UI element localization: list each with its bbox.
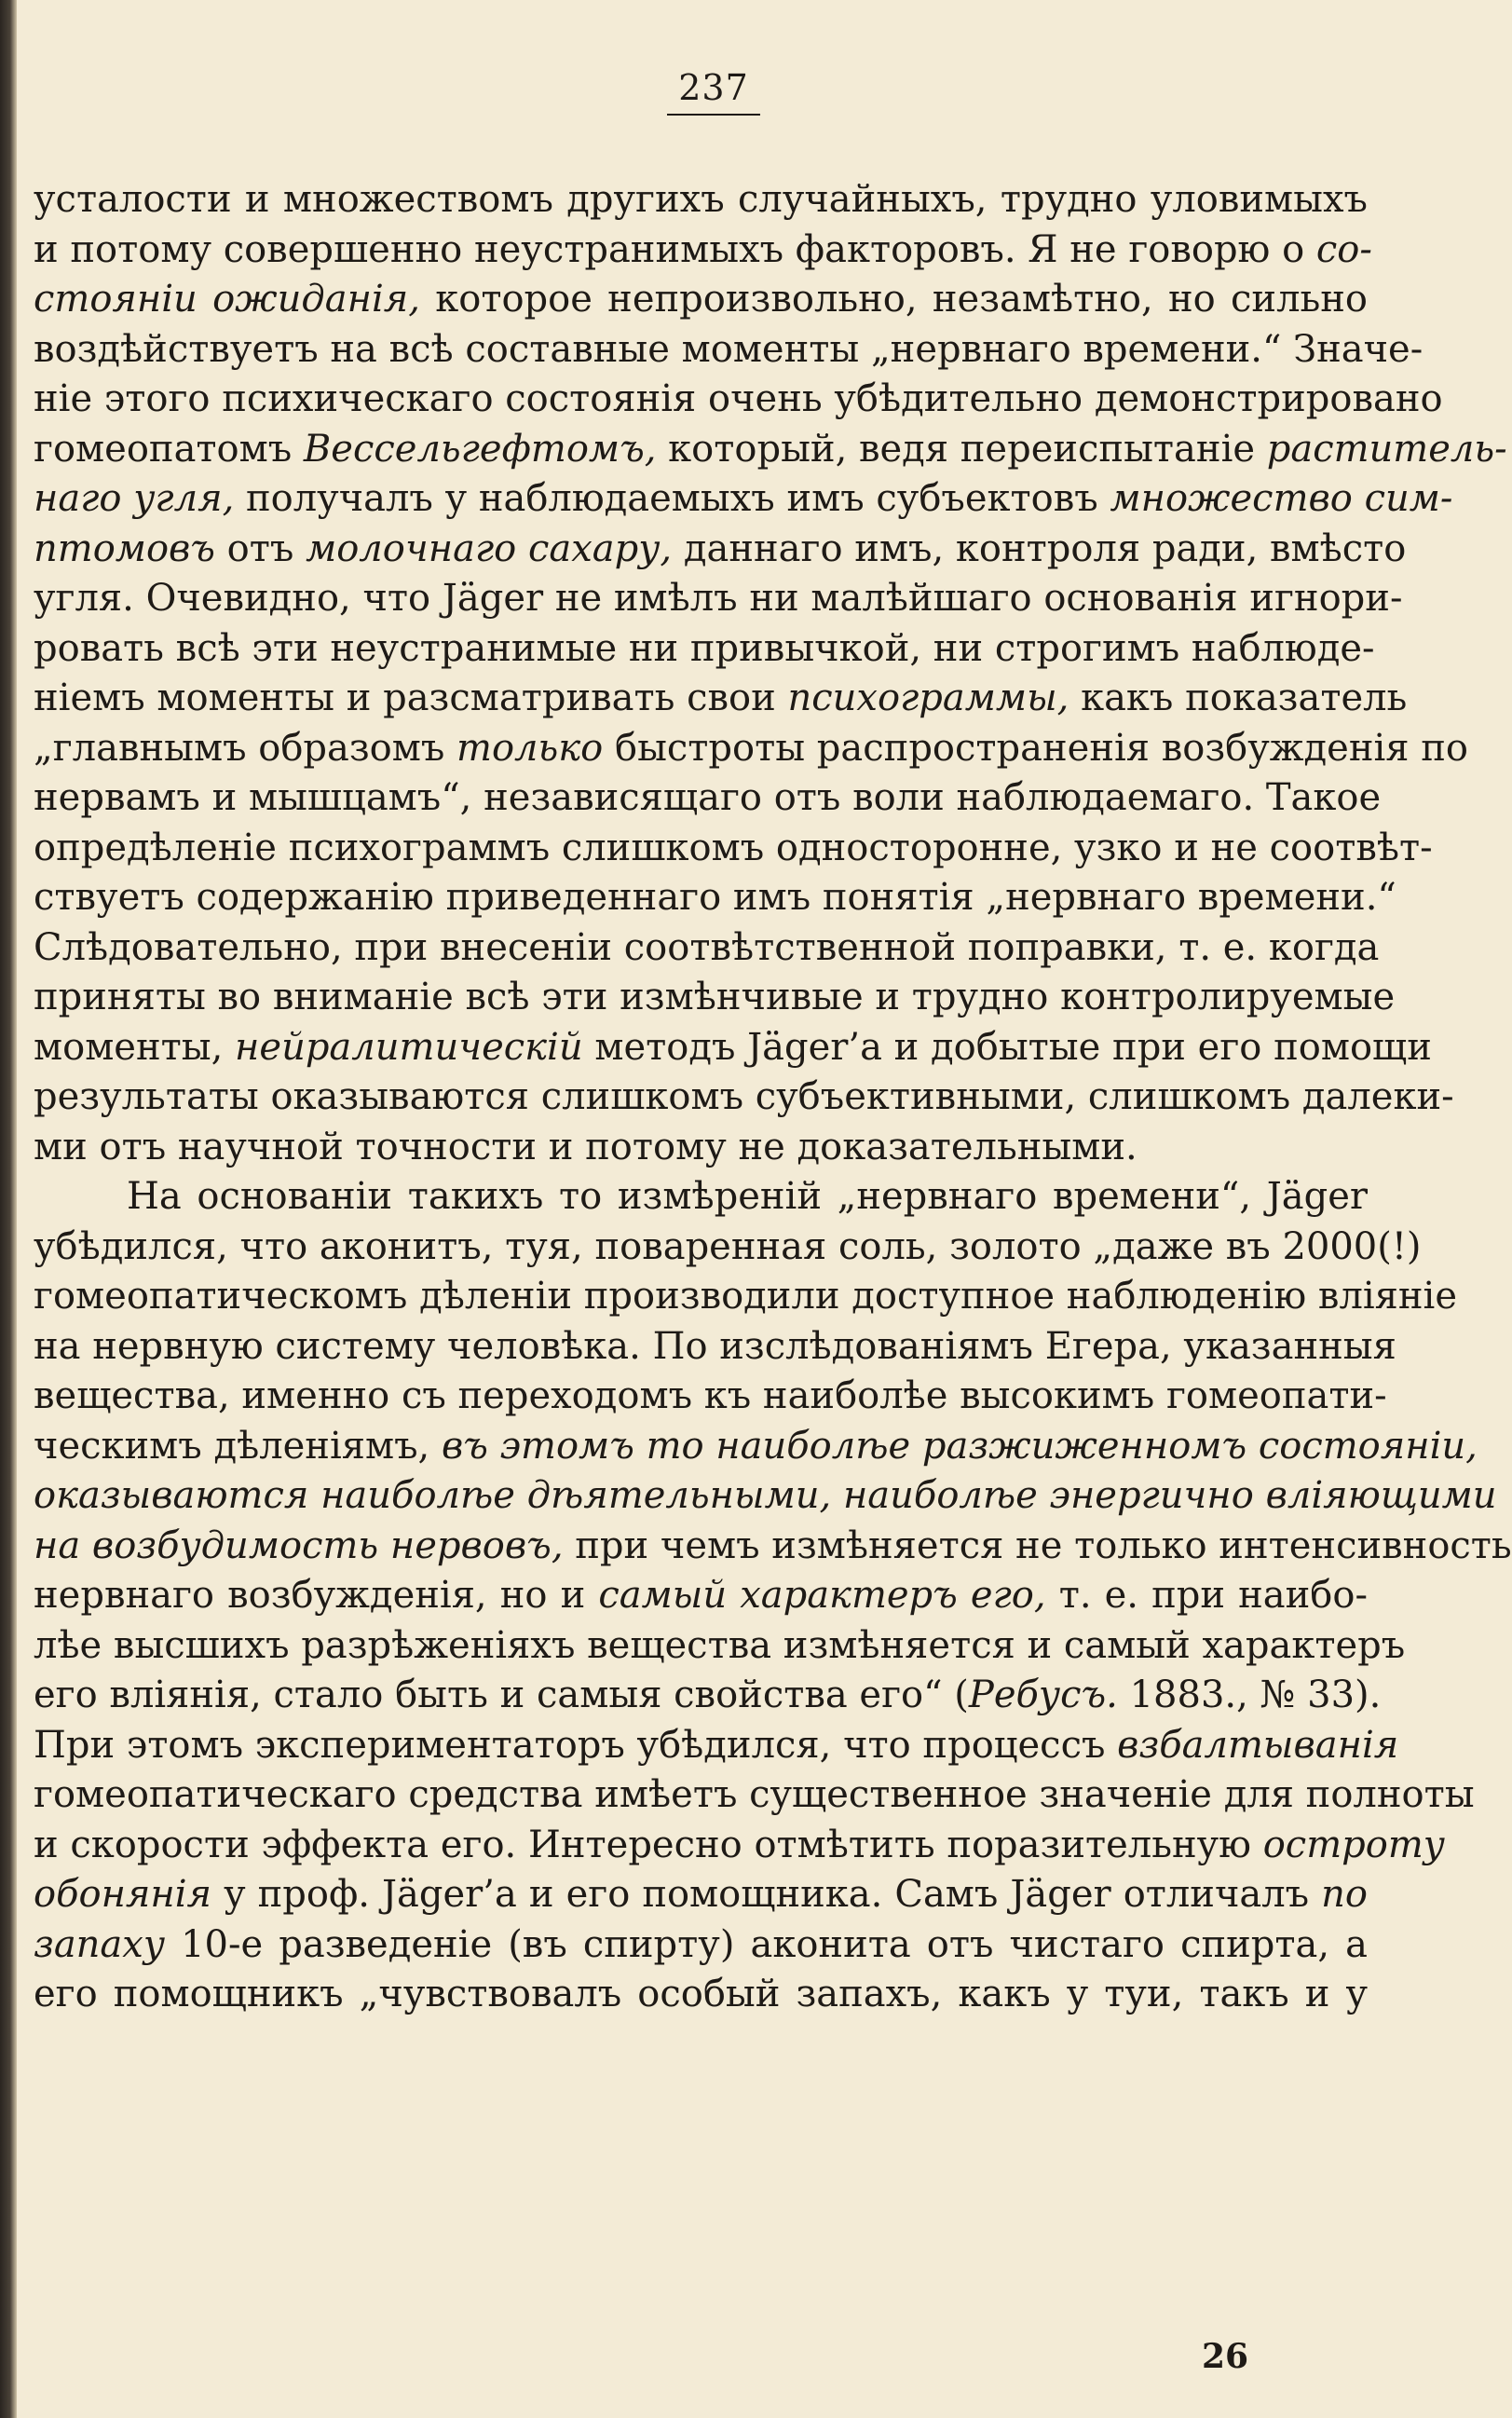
text-line <box>34 1522 1512 1572</box>
italic-text: птомовъ <box>34 526 215 570</box>
text-segment: Слѣдовательно, при внесеніи соотвѣтственной поправки, т. е. когда <box>34 925 1380 969</box>
italic-text: стояніи ожиданія, <box>34 278 420 321</box>
text-segment: даннаго имъ, контроля ради, вмѣсто <box>672 526 1407 570</box>
text-segment: и потому совершенно неустранимыхъ факторовъ. Я не говорю о <box>34 227 1316 271</box>
text-line <box>34 624 1375 675</box>
text-segment: отъ <box>214 526 306 570</box>
text-line <box>34 175 1368 225</box>
italic-text: со- <box>1315 227 1372 271</box>
italic-text: только <box>456 726 604 770</box>
italic-text: запаху <box>34 1922 166 1966</box>
italic-text: наго угля, <box>34 477 235 520</box>
text-line <box>34 1621 1406 1672</box>
text-line <box>34 973 1396 1023</box>
text-segment: лѣе высшихъ разрѣженіяхъ вещества измѣняется и самый характеръ <box>34 1623 1406 1667</box>
text-segment: которое непроизвольно, незамѣтно, но сильно <box>419 278 1368 321</box>
text-segment: у проф. Jäger’а и его помощника. Самъ Jäger отличалъ <box>211 1873 1322 1916</box>
text-segment: 10-е разведеніе (въ спирту) аконита отъ чистаго спирта, а <box>165 1922 1368 1966</box>
text-line <box>34 1223 1422 1273</box>
text-line <box>34 923 1380 974</box>
text-line <box>34 873 1396 923</box>
italic-text: обонянія <box>34 1873 212 1916</box>
italic-text: остроту <box>1262 1823 1445 1866</box>
text-line <box>34 674 1408 724</box>
text-segment: „главнымъ образомъ <box>34 726 457 770</box>
text-segment: 1883., № 33). <box>1117 1673 1382 1716</box>
text-segment: ствуетъ содержанію приведеннаго имъ понятія „нервнаго времени.“ <box>34 876 1396 919</box>
text-segment: его вліянія, стало быть и самыя свойства его“ ( <box>34 1673 969 1716</box>
text-line <box>34 1571 1368 1621</box>
text-segment: опредѣленіе психограммъ слишкомъ односторонне, узко и не соотвѣт- <box>34 826 1433 869</box>
text-segment: методъ Jäger’а и добытые при его помощи <box>582 1025 1432 1069</box>
text-segment: вещества, именно съ переходомъ къ наиболѣе высокимъ гомеопати- <box>34 1374 1387 1417</box>
signature-mark: 26 <box>1202 2337 1249 2376</box>
text-line <box>34 1920 1368 1971</box>
text-line <box>34 1770 1475 1821</box>
text-segment: При этомъ экспериментаторъ убѣдился, что процессъ <box>34 1723 1118 1767</box>
italic-text: Ребусъ. <box>968 1673 1118 1716</box>
italic-text: психограммы, <box>787 676 1069 719</box>
text-segment: и скорости эффекта его. Интересно отмѣтить поразительную <box>34 1823 1263 1866</box>
text-segment: ніе этого психическаго состоянія очень убѣдительно демонстрировано <box>34 377 1443 420</box>
text-line <box>34 275 1368 325</box>
italic-text: нейралитическій <box>235 1025 583 1069</box>
text-line <box>34 1870 1368 1920</box>
italic-text: на возбудимость нервовъ, <box>34 1523 564 1567</box>
page-number <box>0 67 1427 116</box>
text-segment: ми отъ научной точности и потому не доказательными. <box>34 1125 1137 1168</box>
text-segment: На основаніи такихъ то измѣреній „нервнаго времени“, Jäger <box>127 1175 1368 1218</box>
text-segment: убѣдился, что аконитъ, туя, поваренная соль, золото „даже въ 2000(!) <box>34 1224 1422 1268</box>
text-line <box>34 1970 1368 2020</box>
text-segment: угля. Очевидно, что Jäger не имѣлъ ни малѣйшаго основанія игнори- <box>34 577 1403 620</box>
text-segment: быстроты распространенія возбужденія по <box>603 726 1468 770</box>
text-line <box>34 1123 1368 1173</box>
text-segment: воздѣйствуетъ на всѣ составные моменты „нервнаго времени.“ Значе- <box>34 327 1423 371</box>
text-segment: приняты во вниманіе всѣ эти измѣнчивые и трудно контролируемые <box>34 976 1396 1018</box>
text-line <box>34 574 1403 624</box>
text-line <box>34 1422 1478 1472</box>
text-segment: результаты оказываются слишкомъ субъективными, слишкомъ далеки- <box>34 1075 1454 1118</box>
body-text <box>34 175 1512 2020</box>
italic-text: по <box>1321 1873 1368 1916</box>
text-line <box>34 824 1433 874</box>
text-line <box>34 325 1423 376</box>
text-line <box>34 425 1507 475</box>
italic-text: раститель- <box>1266 427 1507 471</box>
text-segment: получалъ у наблюдаемыхъ имъ субъектовъ <box>234 477 1110 520</box>
text-line <box>34 724 1468 774</box>
italic-text: взбалтыванія <box>1117 1723 1399 1767</box>
italic-text: самый характеръ его, <box>598 1574 1046 1617</box>
text-line <box>34 773 1382 824</box>
text-segment: гомеопатомъ <box>34 427 304 471</box>
text-segment: гомеопатическомъ дѣленіи производили доступное наблюденію вліяніе <box>34 1275 1458 1318</box>
text-segment: нервамъ и мышцамъ“, независящаго отъ воли наблюдаемаго. Такое <box>34 776 1382 819</box>
text-line <box>34 225 1372 276</box>
text-line <box>34 1721 1399 1771</box>
text-segment: который, ведя переиспытаніе <box>656 427 1267 471</box>
text-line <box>34 1372 1387 1422</box>
text-line <box>34 375 1443 425</box>
text-line <box>34 1023 1432 1073</box>
text-line <box>34 1322 1396 1373</box>
italic-text: въ этомъ то наиболѣе разжиженномъ состояніи, <box>441 1424 1478 1468</box>
page-number-text: 237 <box>667 67 760 116</box>
text-line <box>34 1671 1382 1721</box>
text-line <box>34 525 1407 575</box>
italic-text: Вессельгефтомъ, <box>303 427 657 471</box>
text-segment: при чемъ измѣняется не только интенсивность <box>563 1523 1512 1567</box>
italic-text: оказываются наиболѣе дѣятельными, наиболѣе энергично вліяющими <box>34 1474 1497 1517</box>
text-segment: гомеопатическаго средства имѣетъ существенное значеніе для полноты <box>34 1773 1475 1816</box>
text-segment: т. е. при наибо- <box>1045 1574 1368 1617</box>
text-segment: на нервную систему человѣка. По изслѣдованіямъ Егера, указанныя <box>34 1324 1396 1368</box>
text-segment: его помощникъ „чувствовалъ особый запахъ, какъ у туи, такъ и у <box>34 1973 1368 2015</box>
text-line <box>34 474 1453 525</box>
text-segment: ніемъ моменты и разсматривать свои <box>34 676 788 719</box>
text-line <box>34 1172 1368 1223</box>
text-line <box>34 1471 1497 1522</box>
text-line <box>34 1272 1458 1322</box>
text-segment: усталости и множествомъ другихъ случайныхъ, трудно уловимыхъ <box>34 178 1368 221</box>
text-segment: моменты, <box>34 1025 236 1069</box>
text-segment: ческимъ дѣленіямъ, <box>34 1424 442 1468</box>
text-line <box>34 1072 1454 1123</box>
italic-text: множество сим- <box>1110 477 1453 520</box>
text-segment: какъ показатель <box>1069 676 1408 719</box>
book-binding-edge <box>0 0 17 2418</box>
text-segment: нервнаго возбужденія, но и <box>34 1574 599 1617</box>
text-segment: ровать всѣ эти неустранимые ни привычкой, ни строгимъ наблюде- <box>34 626 1375 670</box>
italic-text: молочнаго сахару, <box>306 526 673 570</box>
text-line <box>34 1821 1445 1871</box>
